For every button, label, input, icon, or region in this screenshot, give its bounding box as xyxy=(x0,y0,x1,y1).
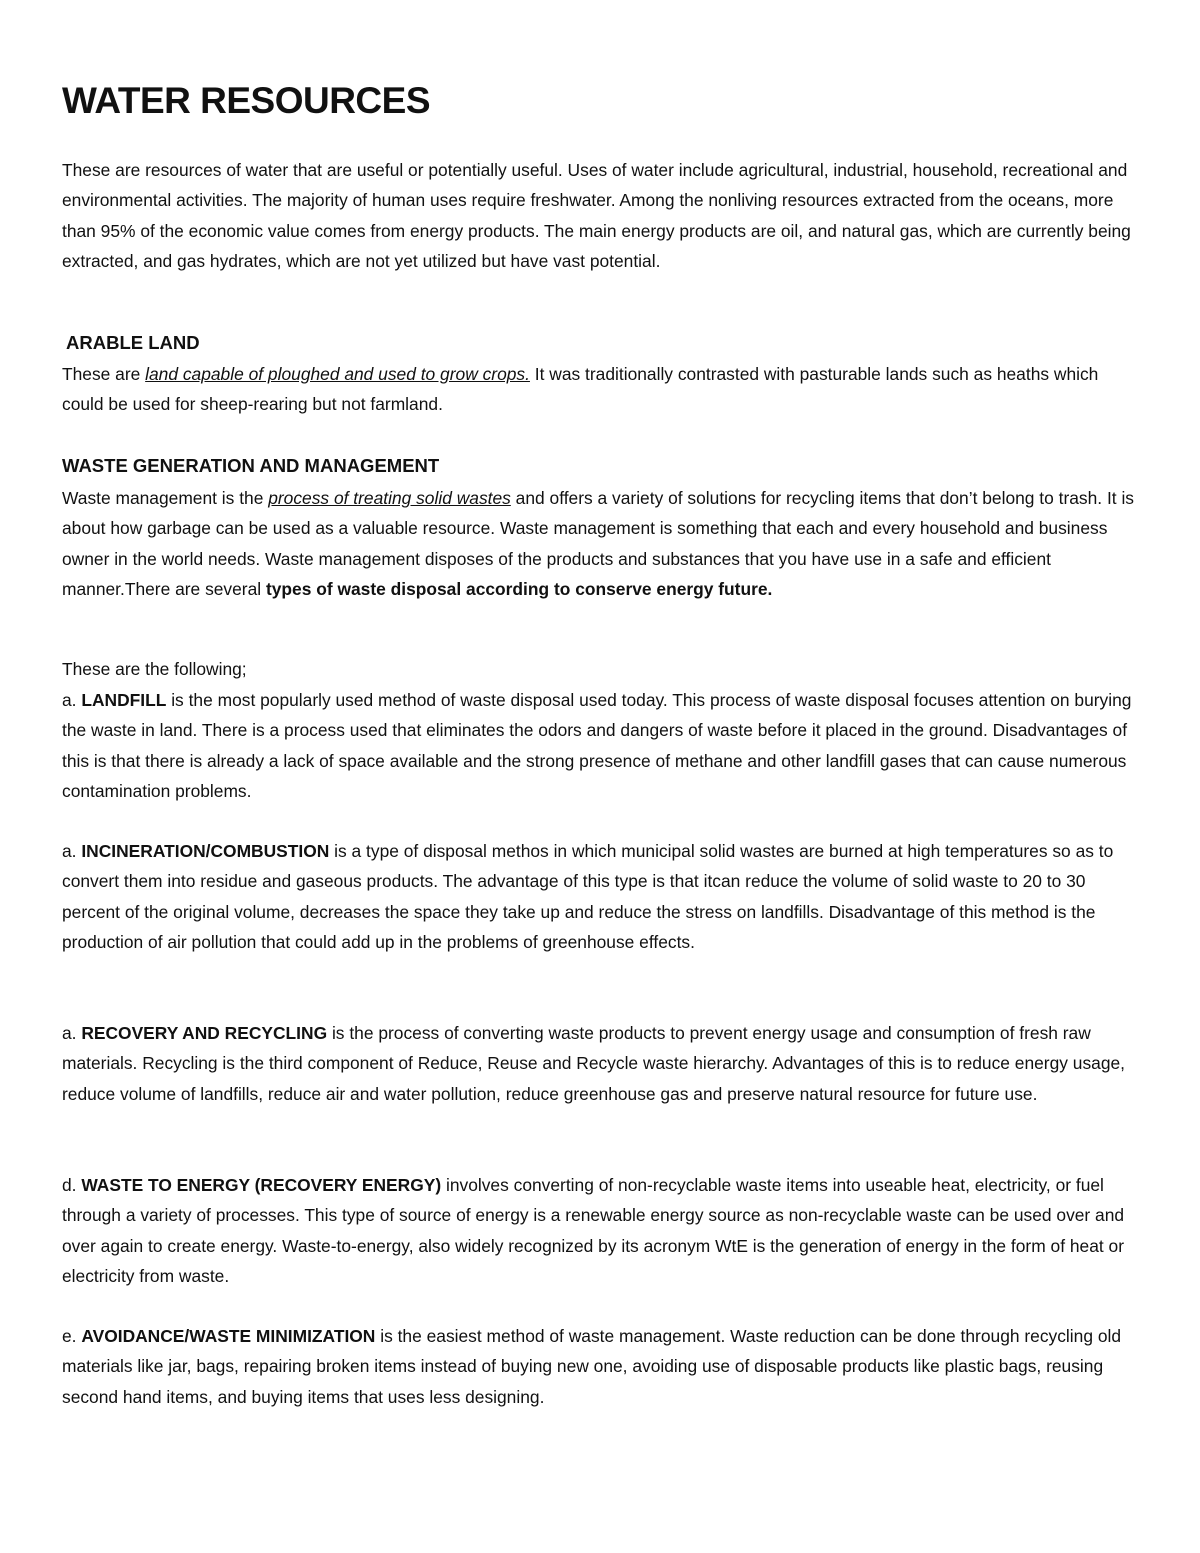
intro-paragraph: These are resources of water that are useful or potentially useful. Uses of water include agricultural, industrial, household, recreational and environmental activities. The majority of human uses require freshwater. Among the nonliving resources extracted from the oceans, more than 95% of the economic value comes from energy products. The main energy products are oil, and natural gas, which are currently being extracted, and gas hydrates, which are not yet utilized but have vast potential. xyxy=(62,160,1131,272)
following-intro: These are the following; xyxy=(62,659,247,679)
waste-management-heading: WASTE GENERATION AND MANAGEMENT xyxy=(62,455,440,476)
list-item-incineration xyxy=(62,836,1142,958)
item-text: is the most popularly used method of waste disposal used today. This process of waste disposal focuses attention on burying the waste in land. There is a process used that eliminates the odors and dangers of waste before it placed in the ground. Disadvantages of this is that there is already a lack of space available and the strong presence of methane and other landfill gases that can cause numerous contamination problems. xyxy=(62,690,1132,802)
arable-pre: These are xyxy=(62,364,146,384)
list-item-waste-to-energy xyxy=(62,1170,1142,1292)
item-term: RECOVERY AND RECYCLING xyxy=(81,1023,328,1043)
waste-bold: types of waste disposal according to conserve energy future. xyxy=(265,579,773,600)
waste-pre: Waste management is the xyxy=(62,488,269,508)
document-title: WATER RESOURCES xyxy=(62,80,431,121)
item-text: is a type of disposal methos in which municipal solid wastes are burned at high temperatures so as to convert them into residue and gaseous products. The advantage of this type is that itcan reduce the volume of solid waste to 20 to 30 percent of the original volume, decreases the space they take up and reduce the stress on landfills. Disadvantage of this method is the production of air pollution that could add up in the problems of greenhouse effects. xyxy=(62,841,1114,953)
arable-emphasis: land capable of ploughed and used to grow crops. xyxy=(145,364,530,384)
item-term: AVOIDANCE/WASTE MINIMIZATION xyxy=(81,1326,376,1346)
waste-emphasis: process of treating solid wastes xyxy=(268,488,511,508)
waste-management-paragraph xyxy=(62,483,1142,605)
item-text: involves converting of non-recyclable waste items into useable heat, electricity, or fuel through a variety of processes. This type of source of energy is a renewable energy source as non-recyclable waste can be used over and over again to create energy. Waste-to-energy, also widely recognized by its acronym WtE is the generation of energy in the form of heat or electricity from waste. xyxy=(62,1175,1125,1287)
item-text: is the process of converting waste products to prevent energy usage and consumption of fresh raw materials. Recycling is the third component of Reduce, Reuse and Recycle waste hierarchy. Advantages of this is to reduce energy usage, reduce volume of landfills, reduce air and water pollution, reduce greenhouse gas and preserve natural resource for future use. xyxy=(62,1023,1126,1104)
item-prefix: a. xyxy=(62,841,82,861)
item-term: WASTE TO ENERGY (RECOVERY ENERGY) xyxy=(81,1175,442,1195)
waste-mid: and offers a variety of solutions for recycling items that don’t belong to trash. It is about how garbage can be used as a valuable resource. Waste management is something that each and every household and business owner in the world needs. Waste management disposes of the products and substances that you have use in a safe and efficient manner.There are several xyxy=(62,488,1135,600)
list-item-recycling xyxy=(62,1018,1142,1109)
list-item-landfill xyxy=(62,685,1142,807)
item-term: LANDFILL xyxy=(81,690,167,710)
arable-post: It was traditionally contrasted with pasturable lands such as heaths which could be used for sheep-rearing but not farmland. xyxy=(62,364,1099,415)
item-prefix: a. xyxy=(62,1023,82,1043)
list-item-avoidance xyxy=(62,1321,1142,1412)
arable-land-heading: ARABLE LAND xyxy=(66,332,200,353)
item-prefix: d. xyxy=(62,1175,82,1195)
arable-land-paragraph xyxy=(62,359,1142,420)
item-text: is the easiest method of waste management. Waste reduction can be done through recycling old materials like jar, bags, repairing broken items instead of buying new one, avoiding use of disposable products like plastic bags, reusing second hand items, and buying items that uses less designing. xyxy=(62,1326,1122,1407)
item-prefix: a. xyxy=(62,690,82,710)
item-prefix: e. xyxy=(62,1326,82,1346)
item-term: INCINERATION/COMBUSTION xyxy=(81,841,330,861)
